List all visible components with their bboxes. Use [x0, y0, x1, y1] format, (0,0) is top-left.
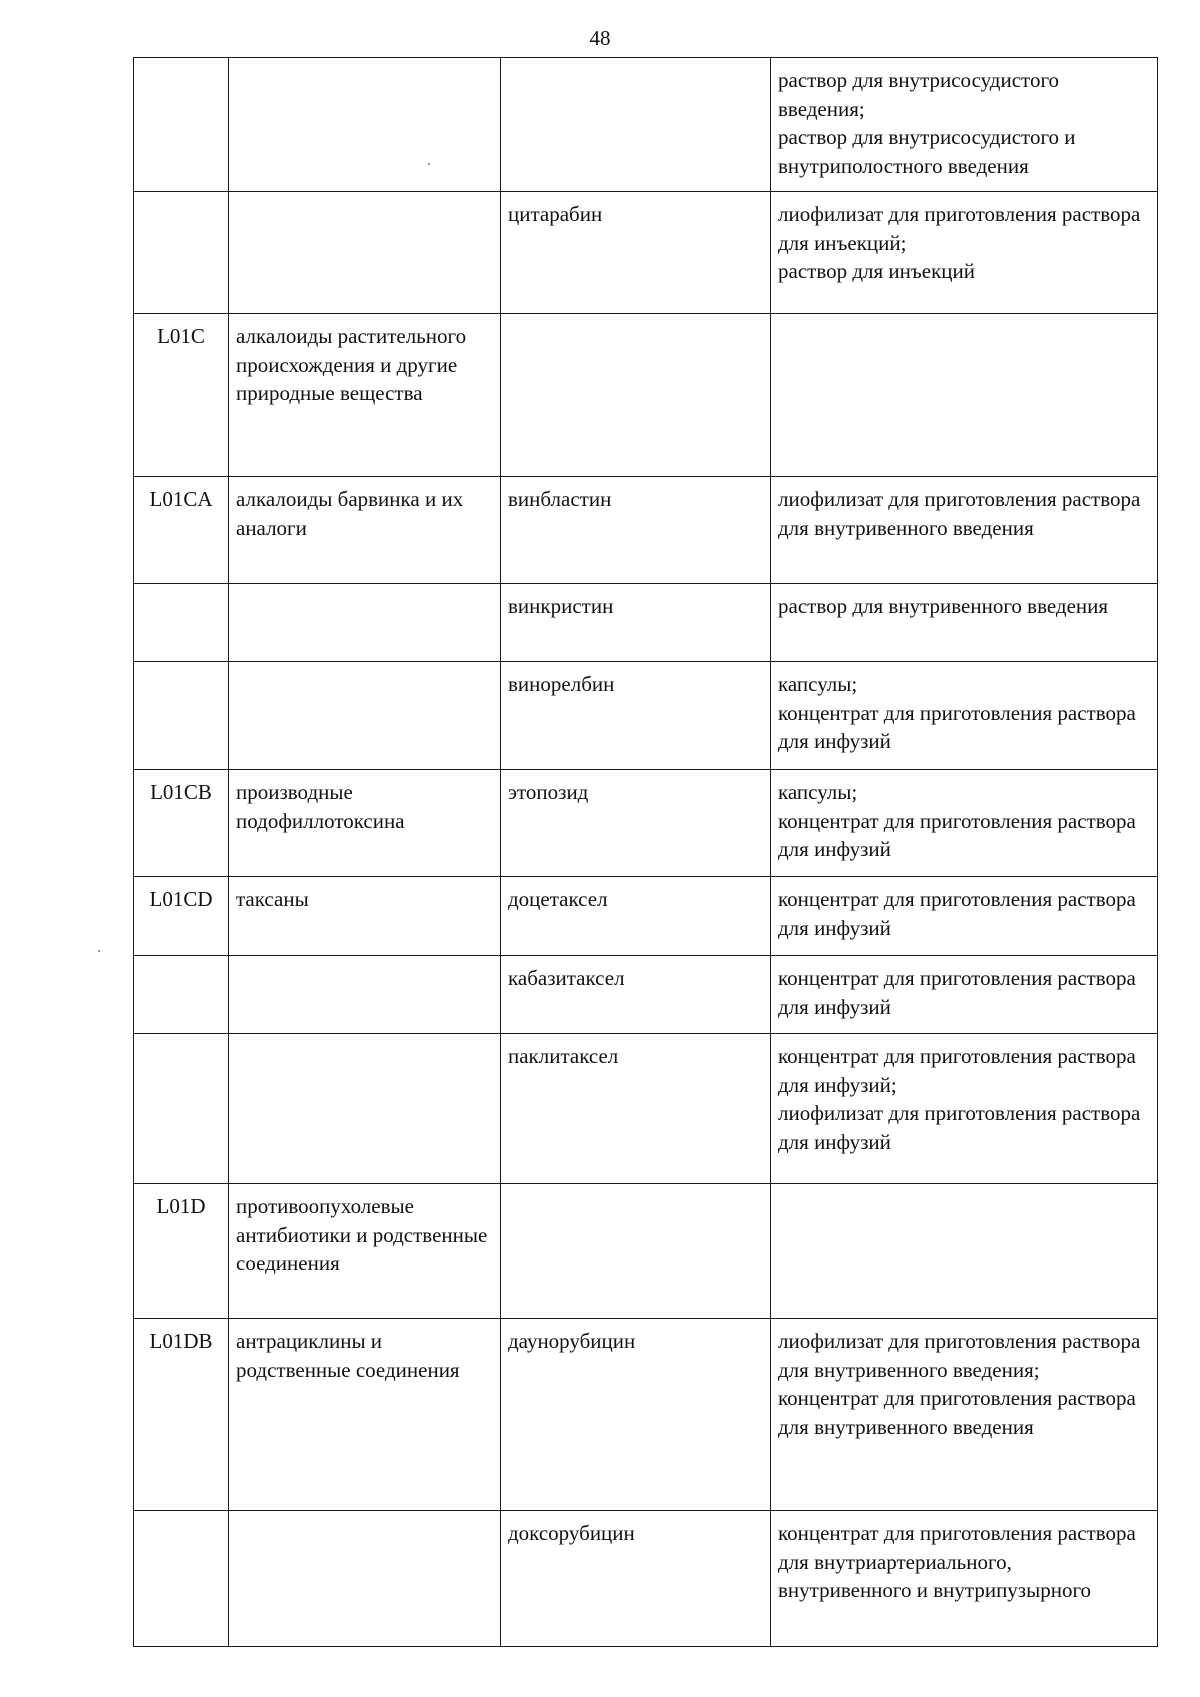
atc-code-cell: L01C — [134, 314, 229, 477]
table-row — [134, 477, 1158, 584]
scan-speck — [98, 950, 100, 952]
group-name-cell — [229, 1034, 501, 1184]
drug-name-cell: кабазитаксел — [501, 956, 771, 1034]
group-name-cell: антрациклины и родственные соединения — [229, 1319, 501, 1511]
group-name-cell — [229, 662, 501, 770]
atc-code-cell — [134, 956, 229, 1034]
drug-name-cell: этопозид — [501, 770, 771, 877]
drug-name-cell — [501, 1184, 771, 1319]
drug-name-cell: винбластин — [501, 477, 771, 584]
drug-name-cell: винорелбин — [501, 662, 771, 770]
dosage-form-cell: концентрат для приготовления раствора для внутриартериального, внутривенного и внутрипузырного — [771, 1511, 1158, 1647]
table-row — [134, 770, 1158, 877]
drug-name-cell: доцетаксел — [501, 877, 771, 956]
group-name-cell: алкалоиды растительного происхождения и другие природные вещества — [229, 314, 501, 477]
page-number: 48 — [589, 26, 611, 50]
atc-code-cell — [134, 1034, 229, 1184]
dosage-form-cell: раствор для внутрисосудистого введения; раствор для внутрисосудистого и внутриполостного введения — [771, 58, 1158, 192]
atc-code-cell: L01CA — [134, 477, 229, 584]
table-row — [134, 662, 1158, 770]
group-name-cell: алкалоиды барвинка и их аналоги — [229, 477, 501, 584]
group-name-cell — [229, 192, 501, 314]
table-row — [134, 1511, 1158, 1647]
drug-name-cell — [501, 314, 771, 477]
group-name-cell: производные подофиллотоксина — [229, 770, 501, 877]
drug-name-cell: винкристин — [501, 584, 771, 662]
group-name-cell — [229, 956, 501, 1034]
table-row — [134, 314, 1158, 477]
dosage-form-cell: концентрат для приготовления раствора для инфузий; лиофилизат для приготовления раствора для инфузий — [771, 1034, 1158, 1184]
group-name-cell: противоопухолевые антибиотики и родственные соединения — [229, 1184, 501, 1319]
table-row — [134, 1184, 1158, 1319]
atc-code-cell: L01CB — [134, 770, 229, 877]
table-row — [134, 1319, 1158, 1511]
dosage-form-cell: раствор для внутривенного введения — [771, 584, 1158, 662]
atc-code-cell — [134, 584, 229, 662]
drug-name-cell — [501, 58, 771, 192]
atc-code-cell — [134, 1511, 229, 1647]
dosage-form-cell: лиофилизат для приготовления раствора для инъекций; раствор для инъекций — [771, 192, 1158, 314]
table-row — [134, 58, 1158, 192]
dosage-form-cell: лиофилизат для приготовления раствора для внутривенного введения; концентрат для приготовления раствора для внутривенного введения — [771, 1319, 1158, 1511]
atc-code-cell: L01DB — [134, 1319, 229, 1511]
group-name-cell — [229, 58, 501, 192]
drug-name-cell: цитарабин — [501, 192, 771, 314]
table-row — [134, 877, 1158, 956]
dosage-form-cell: капсулы; концентрат для приготовления раствора для инфузий — [771, 662, 1158, 770]
dosage-form-cell: концентрат для приготовления раствора для инфузий — [771, 956, 1158, 1034]
drug-classification-table — [133, 57, 1158, 1647]
dosage-form-cell: капсулы; концентрат для приготовления раствора для инфузий — [771, 770, 1158, 877]
table-row — [134, 1034, 1158, 1184]
scan-speck — [428, 163, 430, 165]
group-name-cell — [229, 584, 501, 662]
atc-code-cell: L01CD — [134, 877, 229, 956]
drug-name-cell: доксорубицин — [501, 1511, 771, 1647]
drug-name-cell: даунорубицин — [501, 1319, 771, 1511]
dosage-form-cell — [771, 1184, 1158, 1319]
atc-code-cell: L01D — [134, 1184, 229, 1319]
table-row — [134, 584, 1158, 662]
atc-code-cell — [134, 58, 229, 192]
group-name-cell: таксаны — [229, 877, 501, 956]
dosage-form-cell — [771, 314, 1158, 477]
table-row — [134, 956, 1158, 1034]
table-row — [134, 192, 1158, 314]
dosage-form-cell: лиофилизат для приготовления раствора для внутривенного введения — [771, 477, 1158, 584]
drug-name-cell: паклитаксел — [501, 1034, 771, 1184]
dosage-form-cell: концентрат для приготовления раствора для инфузий — [771, 877, 1158, 956]
atc-code-cell — [134, 662, 229, 770]
group-name-cell — [229, 1511, 501, 1647]
atc-code-cell — [134, 192, 229, 314]
